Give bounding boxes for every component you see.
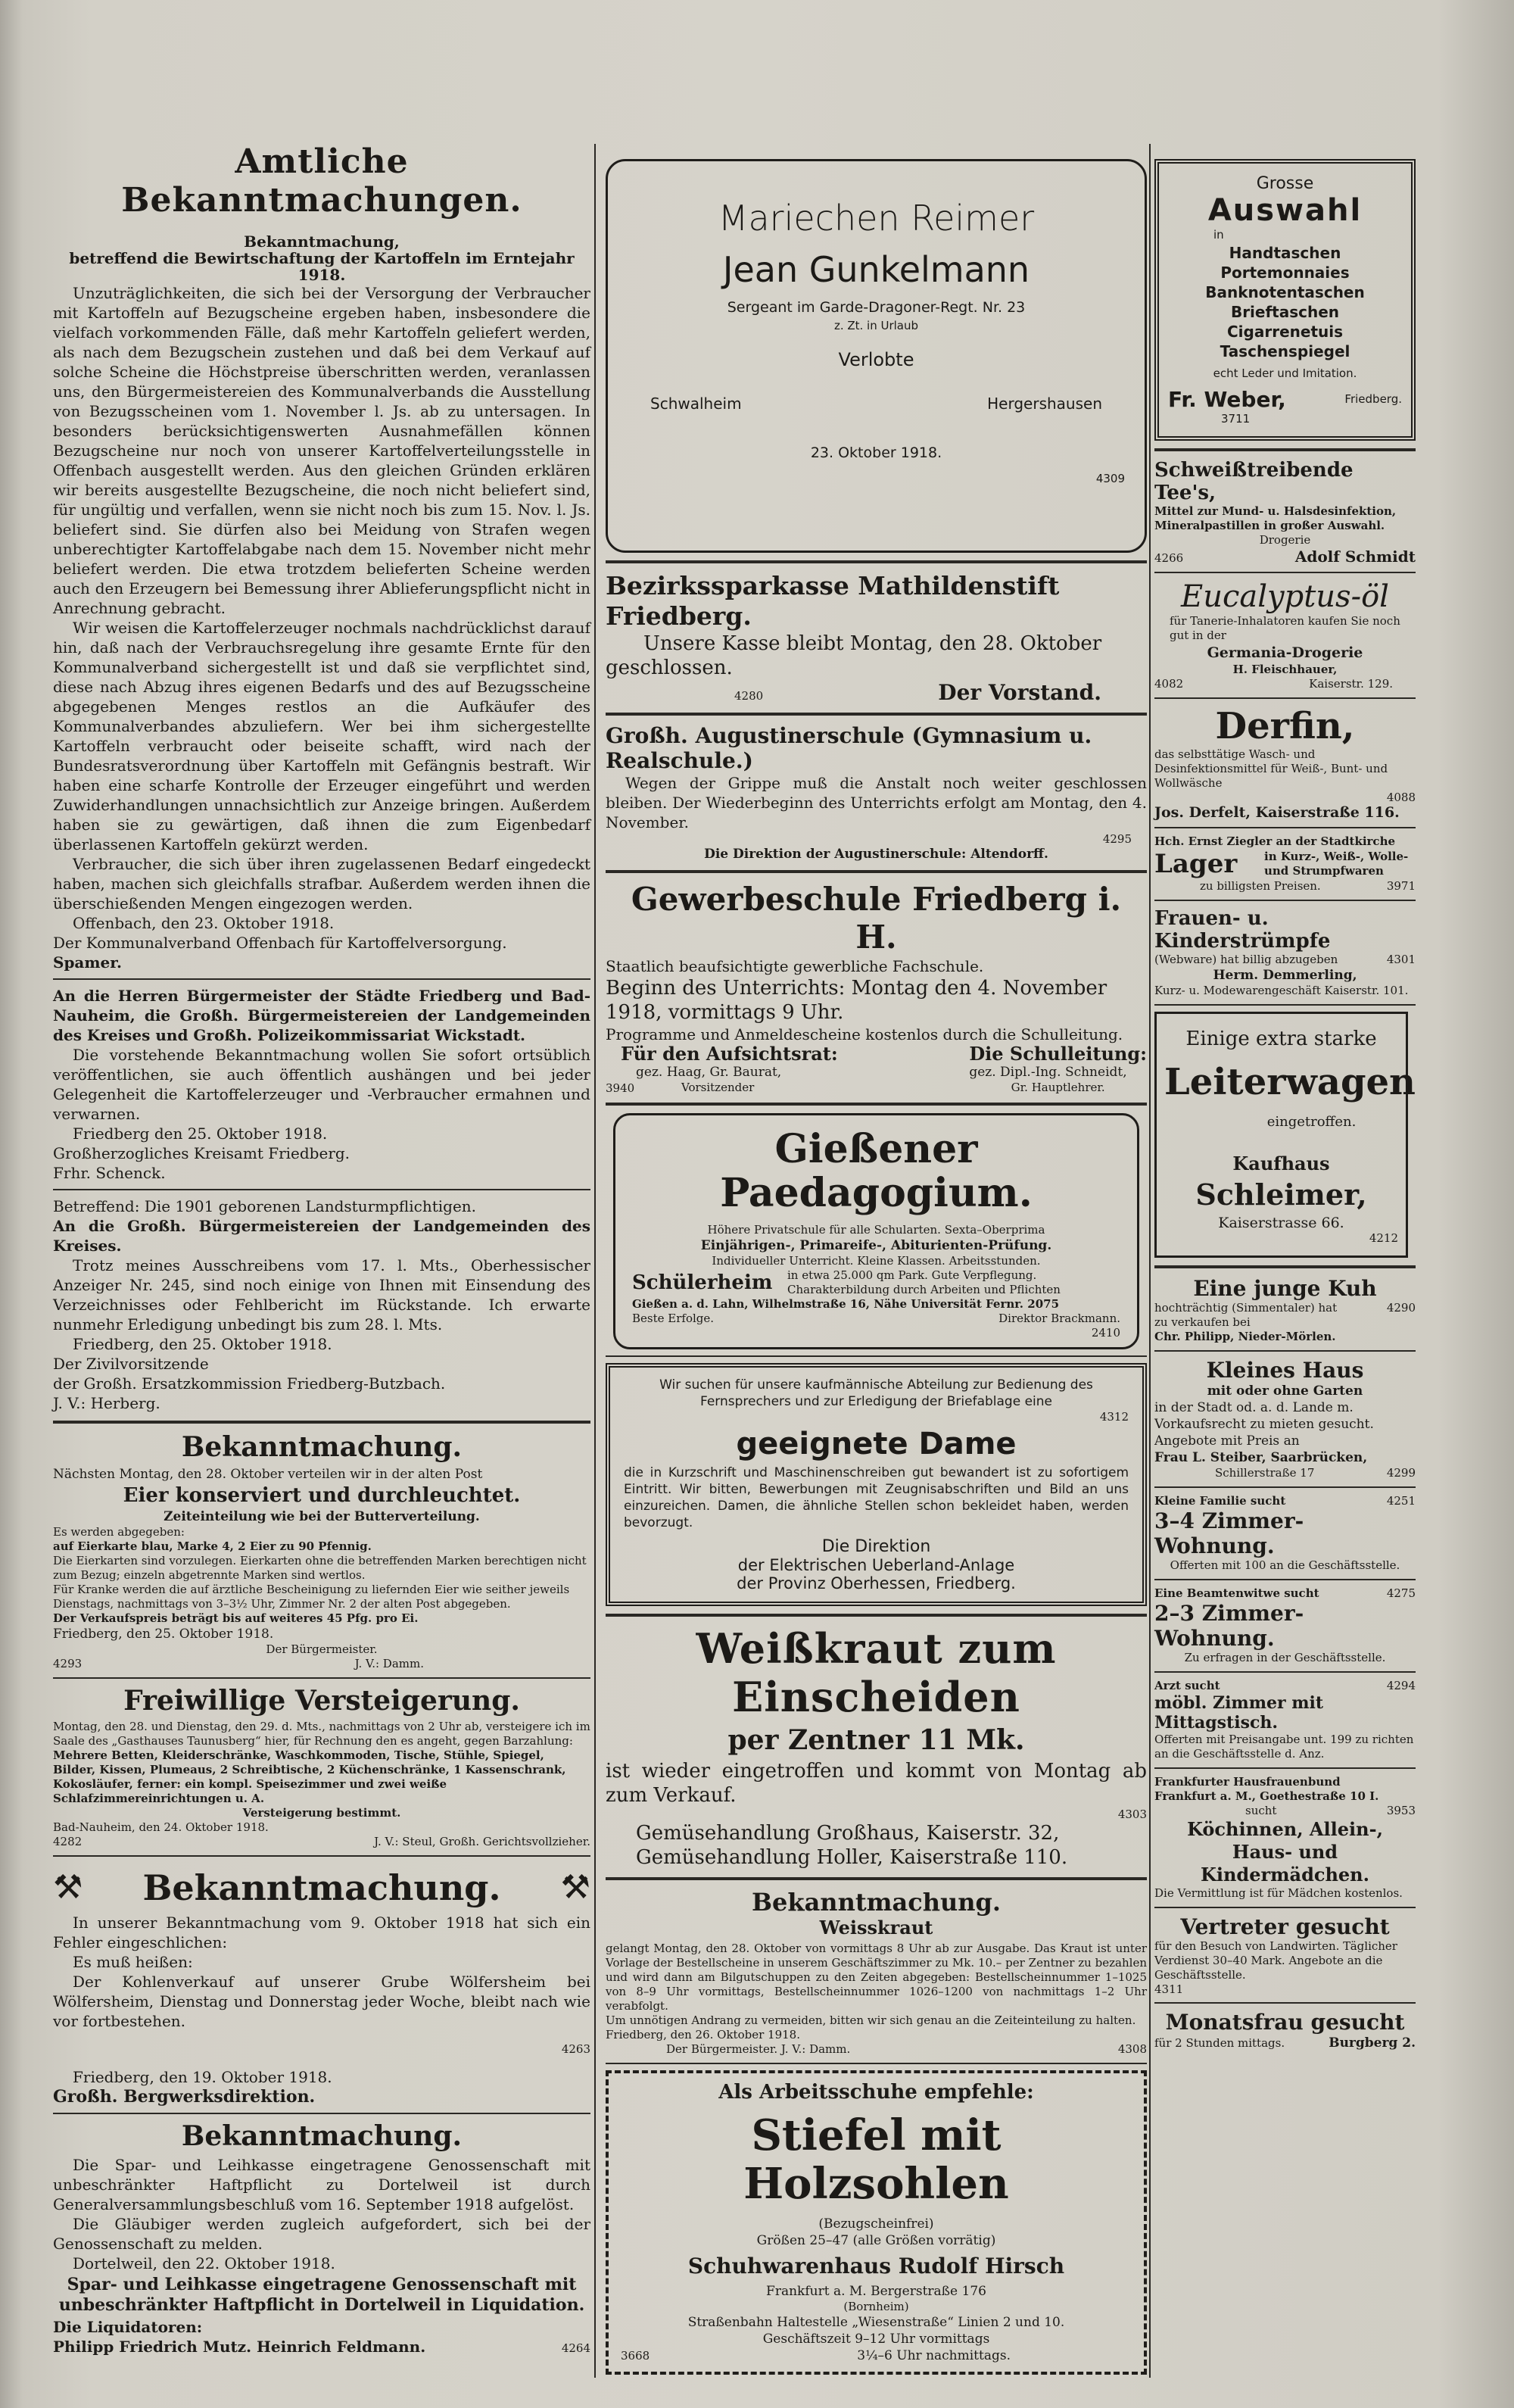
ad-item: Banknotentaschen xyxy=(1205,283,1365,301)
ad-heading: Vertreter gesucht xyxy=(1180,1914,1390,1939)
ad-line: Kaufhaus xyxy=(1232,1153,1330,1174)
school-label: Die Schulleitung: xyxy=(969,1043,1147,1065)
ad-number: 4294 xyxy=(1386,1679,1416,1692)
ad-wohnung-2-3 xyxy=(1154,1586,1416,1665)
ad-subheading: mit oder ohne Garten xyxy=(1207,1383,1363,1399)
ad-line: (Bornheim) xyxy=(843,2300,909,2313)
divider xyxy=(53,1421,590,1424)
ad-number: 4280 xyxy=(734,689,764,703)
board-role: Vorsitzender xyxy=(681,1081,755,1094)
divider xyxy=(1154,900,1416,901)
notice-organization: der Großh. Ersatzkommission Friedberg-Butzbach. xyxy=(53,1374,446,1393)
notice-line: Die Eierkarten sind vorzulegen. Eierkarten ohne die betreffenden Marken berechtigen nicht zum Bezug; einzeln abgetrennte Marken sind wertlos. xyxy=(53,1554,587,1582)
ad-text: das selbsttätige Wasch- und Desinfektionsmittel für Weiß-, Bunt- und Wollwäsche xyxy=(1154,747,1388,790)
ad-signature: Die Direktion der Augustinerschule: Altendorff. xyxy=(704,847,1048,862)
notice-signature: Philipp Friedrich Mutz. Heinrich Feldmann. xyxy=(53,2338,426,2356)
notice-subheading: Weisskraut xyxy=(819,1917,933,1939)
ad-weber xyxy=(1154,159,1416,441)
notice-heading: Bekanntmachung. xyxy=(181,1431,463,1463)
ad-heading: Eucalyptus-öl xyxy=(1181,579,1389,614)
ad-item: Cigarrenetuis xyxy=(1227,323,1343,341)
ad-line: Schillerstraße 17 xyxy=(1215,1466,1315,1480)
ad-number: 4308 xyxy=(1117,2042,1147,2056)
ad-item: Handtaschen xyxy=(1229,244,1341,262)
ad-signature: Die Direktion xyxy=(821,1537,931,1556)
ad-heading: Köchinnen, Allein-, Haus- und Kindermädchen. xyxy=(1187,1818,1383,1886)
ad-heading: Gießener Paedagogium. xyxy=(720,1126,1033,1216)
notice-date: Friedberg den 25. Oktober 1918. xyxy=(73,1124,328,1143)
ad-kuh xyxy=(1154,1276,1416,1344)
ad-number: 4290 xyxy=(1386,1301,1416,1315)
ad-line: Drogerie xyxy=(1259,533,1311,547)
notice-date: Bad-Nauheim, den 24. Oktober 1918. xyxy=(53,1820,269,1834)
ad-haus xyxy=(1154,1358,1416,1480)
ad-hausfrauenbund xyxy=(1154,1775,1416,1901)
ad-heading: Frauen- u. Kinderstrümpfe xyxy=(1154,907,1331,953)
ad-line: Größen 25–47 (alle Größen vorrätig) xyxy=(756,2233,996,2248)
divider xyxy=(1154,572,1416,573)
ad-heading: Leiterwagen xyxy=(1164,1061,1416,1103)
notice-signature: Großh. Bergwerksdirektion. xyxy=(53,2087,316,2107)
divider xyxy=(606,713,1147,716)
ad-gewerbeschule xyxy=(606,881,1147,1095)
ad-heading: möbl. Zimmer mit Mittagstisch. xyxy=(1154,1693,1324,1733)
ad-place: Friedberg. xyxy=(1344,392,1402,406)
ad-heading: Kleines Haus xyxy=(1206,1358,1364,1383)
notice-line: Zeiteinteilung wie bei der Butterverteilung. xyxy=(164,1509,480,1524)
ad-signature: der Elektrischen Ueberland-Anlage xyxy=(737,1556,1015,1574)
ad-line: (Bezugscheinfrei) xyxy=(818,2216,934,2232)
ad-line: in xyxy=(1213,228,1224,242)
notice-paragraph: Verbraucher, die sich über ihren zugelassenen Bedarf eingedeckt haben, machen sich gleichfalls strafbar. Außerdem werden ihnen die überschießenden Mengen eingezogen werden. xyxy=(53,855,590,912)
notice-signature: J. V.: Herberg. xyxy=(53,1394,160,1412)
ad-text: Zu erfragen in der Geschäftsstelle. xyxy=(1184,1651,1386,1664)
notice-signature: Spamer. xyxy=(53,953,122,972)
ad-signature: Adolf Schmidt xyxy=(1294,547,1416,566)
ad-signature: Der Vorstand. xyxy=(938,680,1101,705)
divider xyxy=(53,978,590,980)
ad-signature: Burgberg 2. xyxy=(1329,2035,1416,2051)
divider xyxy=(1154,1004,1416,1006)
ad-number: 4312 xyxy=(1099,1410,1129,1424)
notice-paragraph: Die Gläubiger werden zugleich aufgefordert, sich bei der Genossenschaft zu melden. xyxy=(53,2215,590,2253)
ad-text: hochträchtig (Simmentaler) hat zu verkaufen bei xyxy=(1154,1301,1338,1329)
ad-line: in etwa 25.000 qm Park. Gute Verpflegung. Charakterbildung durch Arbeiten und Pflichten xyxy=(787,1268,1061,1296)
ad-number: 3940 xyxy=(606,1081,635,1095)
ad-line: Kleine Familie sucht xyxy=(1154,1494,1286,1508)
ad-heading: Monatsfrau gesucht xyxy=(1165,2010,1405,2035)
ad-vertreter xyxy=(1154,1914,1416,1996)
notice-paragraph: Um unnötigen Andrang zu vermeiden, bitten wir sich genau an die Zeiteinteilung zu halten. xyxy=(606,2013,1136,2027)
ad-line: Germania-Drogerie xyxy=(1207,644,1363,661)
notice-date: Dortelweil, den 22. Oktober 1918. xyxy=(73,2254,335,2272)
ad-heading: Großh. Augustinerschule (Gymnasium u. Realschule.) xyxy=(606,723,1092,773)
ad-leiterwagen xyxy=(1154,1012,1416,1258)
divider xyxy=(1154,1671,1416,1673)
divider xyxy=(53,1189,590,1190)
ad-line: Straßenbahn Haltestelle „Wiesenstraße“ Linien 2 und 10. xyxy=(687,2315,1065,2330)
ad-line: Arzt sucht xyxy=(1154,1679,1220,1692)
ad-number: 2410 xyxy=(1091,1326,1120,1340)
ad-eucalyptus xyxy=(1154,579,1416,691)
ad-electric-company xyxy=(606,1363,1147,1606)
ad-heading: Schweißtreibende Tee's, xyxy=(1154,459,1354,504)
notice-paragraph: Versteigerung bestimmt. xyxy=(242,1806,401,1820)
verlobte-label: Verlobte xyxy=(838,349,914,370)
ad-item: Portemonnaies xyxy=(1220,264,1350,282)
notice-line: Nächsten Montag, den 28. Oktober verteilen wir in der alten Post xyxy=(53,1467,483,1482)
notice-organization: Spar- und Leihkasse eingetragene Genossenschaft mit unbeschränkter Haftpflicht in Dortelweil in Liquidation. xyxy=(58,2275,585,2315)
notice-heading: Freiwillige Versteigerung. xyxy=(123,1685,520,1717)
notice-line: Der Verkaufspreis beträgt bis auf weiteres 45 Pfg. pro Ei. xyxy=(53,1611,419,1625)
place-bride: Schwalheim xyxy=(650,395,742,413)
ad-heading: Gewerbeschule Friedberg i. H. xyxy=(631,881,1122,956)
ad-line: in Kurz-, Weiß-, Wolle- und Strumpfwaren xyxy=(1264,850,1409,878)
notice-signature: J. V.: Damm. xyxy=(354,1657,424,1670)
ad-number: 4282 xyxy=(53,1835,83,1848)
ad-signature: Herm. Demmerling, xyxy=(1213,968,1357,983)
ad-tee xyxy=(1154,459,1416,566)
column-rule-1 xyxy=(594,144,596,2378)
notice-auction xyxy=(53,1685,590,1849)
notice-paragraph: Es muß heißen: xyxy=(73,1953,193,1971)
notice-paragraph: Mehrere Betten, Kleiderschränke, Waschkommoden, Tische, Stühle, Spiegel, Bilder, Kissen, Plumeaus, 2 Schreibtische, 2 Küchenschränke, 1 Kassenschrank, Kokosläufer, ferner: ein kompl. Speisezimmer und zwei weiße Schlafzimmereinrichtungen u. A. xyxy=(53,1748,566,1805)
ad-number: 4264 xyxy=(561,2341,590,2355)
ad-signature: Fr. Weber, xyxy=(1168,387,1286,412)
divider xyxy=(53,2113,590,2114)
notice-paragraph: gelangt Montag, den 28. Oktober von vormittags 8 Uhr ab zur Ausgabe. Das Kraut ist unter Vorlage der Bestellscheine in unserem Geschäftszimmer zu Mk. 10.– per Zentner zu bezahlen und wird dann am Bilgutschuppen zu den Zeiten abgegeben: Bestellscheinnummer 1–1025 von 8–9 Uhr vormittags, Bestellscheinnummer 1026–1200 von nachmittags 1–2 Uhr verabfolgt. xyxy=(606,1942,1147,2013)
rank: Sergeant im Garde-Dragoner-Regt. Nr. 23 xyxy=(727,299,1026,316)
divider xyxy=(1154,1265,1416,1268)
board-name: gez. Haag, Gr. Baurat, xyxy=(636,1065,782,1080)
school-name: gez. Dipl.-Ing. Schneidt, xyxy=(969,1065,1127,1080)
ad-derfin xyxy=(1154,705,1416,821)
notice-landsturm xyxy=(53,1196,590,1413)
ad-text: Die Vermittlung ist für Mädchen kostenlos. xyxy=(1154,1886,1403,1900)
ad-line: Frankfurt a. M., Goethestraße 10 I. xyxy=(1154,1789,1379,1803)
notice-heading: Bekanntmachung. xyxy=(142,1867,501,1908)
ad-line: Grosse xyxy=(1256,174,1314,193)
ad-line: Schülerheim xyxy=(632,1271,773,1294)
ad-line: Einjährigen-, Primareife-, Abiturienten-Prüfung. xyxy=(700,1238,1052,1253)
ad-monatsfrau xyxy=(1154,2010,1416,2051)
ad-number: 4263 xyxy=(561,2042,590,2056)
ad-number: 3953 xyxy=(1386,1804,1416,1817)
ad-sparkasse xyxy=(606,571,1147,705)
ad-text: Offerten mit Preisangabe unt. 199 zu richten an die Geschäftsstelle d. Anz. xyxy=(1154,1733,1414,1761)
notice-organization: Der Bürgermeister. xyxy=(266,1642,378,1656)
ad-line: H. Fleischhauer, xyxy=(1232,663,1338,676)
ad-line: Frankfurt a. M. Bergerstraße 176 xyxy=(766,2284,986,2299)
ad-text: in der Stadt od. a. d. Lande m. Vorkaufsrecht zu mieten gesucht. Angebote mit Preis an xyxy=(1154,1400,1374,1449)
notice-paragraph: Unzuträglichkeiten, die sich bei der Versorgung der Verbraucher mit Kartoffeln auf Bezugscheine ergeben haben, insbesondere die vielfach vorkommenden Fälle, daß mehr Kartoffeln geliefert werden, als nach dem Bezugschein zustehen und daß bei dem Verkauf auf solche Scheine die Höchstpreise überschritten werden, veranlassen uns, den Bürgermeistereien des Kommunalverbands die Ausstellung von Bezugsscheinen vom 1. November l. Js. ab zu untersagen. In besonders berücksichtigenswerten Ausnahmefällen können Bezugscheine nur noch von unserer Kartoffelverteilungsstelle in Offenbach ausgestellt werden. Aus den gleichen Gründen erklären wir bereits ausgestellte Bezugscheine, die noch nicht beliefert sind, für ungültig und verfallen, wenn sie nicht noch bis zum 15. Nov. l. Js. beliefert sind. Sie dürfen also bei Meidung von Strafen wegen unberechtigter Kartoffelabgabe nach dem 15. November nicht mehr beliefert werden. Die etwa trotzdem belieferten Scheine werden auch den Erzeugern bei Bemessung ihrer Ablieferungspflicht nicht in Anrechnung gebracht. xyxy=(53,284,590,617)
ad-number: 4299 xyxy=(1386,1466,1416,1480)
notice-heading: An die Großh. Bürgermeistereien der Landgemeinden des Kreises. xyxy=(53,1217,590,1255)
ad-line: Beste Erfolge. xyxy=(632,1312,715,1325)
ad-line: Gießen a. d. Lahn, Wilhelmstraße 16, Nähe Universität Fernr. 2075 xyxy=(632,1297,1060,1311)
ad-line: Eine Beamtenwitwe sucht xyxy=(1154,1586,1319,1600)
notice-organization: Der Kommunalverband Offenbach für Kartoffelversorgung. xyxy=(53,934,507,952)
notice-subject: betreffend die Bewirtschaftung der Kartoffeln im Erntejahr 1918. xyxy=(69,249,575,284)
notice-date: Friedberg, den 25. Oktober 1918. xyxy=(73,1335,332,1353)
ad-augustinerschule xyxy=(606,723,1147,862)
hammer-pick-icon: ⚒ xyxy=(53,1868,83,1907)
ad-line: echt Leder und Imitation. xyxy=(1213,367,1357,380)
divider xyxy=(1154,1907,1416,1908)
ad-number: 4251 xyxy=(1386,1494,1416,1508)
ad-text: Programme und Anmeldescheine kostenlos durch die Schulleitung. xyxy=(606,1025,1123,1043)
ad-number: 4309 xyxy=(1095,472,1125,485)
notice-paragraph: Trotz meines Ausschreibens vom 17. l. Mts., Oberhessischer Anzeiger Nr. 245, sind noch einige von Ihnen mit Einsendung des Verzeichnisses oder Fehlbericht im Rückstande. Ich erwarte nunmehr Erledigung unbedingt bis zum 28. l. Mts. xyxy=(53,1256,590,1333)
notice-heading: Bekanntmachung. xyxy=(751,1888,1001,1917)
column-advertisements xyxy=(606,136,1147,2375)
ad-number: 3711 xyxy=(1221,412,1251,426)
ad-number: 4311 xyxy=(1154,1982,1184,1996)
notice-paragraph: In unserer Bekanntmachung vom 9. Oktober 1918 hat sich ein Fehler eingeschlichen: xyxy=(53,1914,590,1951)
ad-line: Individueller Unterricht. Kleine Klassen. Arbeitsstunden. xyxy=(712,1254,1041,1268)
notice-line: Eier konserviert und durchleuchtet. xyxy=(123,1484,521,1507)
ad-line: Kaiserstrasse 66. xyxy=(1218,1215,1344,1231)
ad-number: 3668 xyxy=(621,2349,650,2363)
divider xyxy=(606,1877,1147,1880)
ad-text: Beginn des Unterrichts: Montag den 4. November 1918, vormittags 9 Uhr. xyxy=(606,977,1107,1024)
divider xyxy=(1154,697,1416,699)
ad-stiefel xyxy=(606,2070,1147,2375)
ad-text: Unsere Kasse bleibt Montag, den 28. Oktober geschlossen. xyxy=(606,632,1102,679)
ad-line: Kaiserstr. 129. xyxy=(1309,677,1393,691)
ad-line: Kurz- u. Modewarengeschäft Kaiserstr. 101. xyxy=(1154,984,1409,997)
ad-moebl-zimmer xyxy=(1154,1679,1416,1761)
ad-heading: Derfin, xyxy=(1215,705,1355,747)
divider xyxy=(1154,1350,1416,1352)
ad-text: Wir suchen für unsere kaufmännische Abteilung zur Bedienung des Fernsprechers und zur Erledigung der Briefablage eine xyxy=(659,1377,1093,1409)
notice-heading: Bekanntmachung. xyxy=(181,2120,463,2152)
ad-line: eingetroffen. xyxy=(1266,1114,1357,1130)
ad-weisskraut xyxy=(606,1624,1147,1870)
ad-line: sucht xyxy=(1245,1804,1277,1817)
ad-signature: Frau L. Steiber, Saarbrücken, xyxy=(1154,1450,1368,1465)
place-groom: Hergershausen xyxy=(987,395,1102,413)
ad-text: für den Besuch von Landwirten. Täglicher Verdienst 30–40 Mark. Angebote an die Geschäftsstelle. xyxy=(1154,1939,1397,1982)
ad-number: 3971 xyxy=(1386,879,1416,893)
ad-line: Geschäftszeit 9–12 Uhr vormittags xyxy=(762,2332,990,2347)
ad-line: Einige extra starke xyxy=(1185,1028,1377,1050)
ad-number: 4295 xyxy=(1102,832,1132,846)
notice-date: Offenbach, den 23. Oktober 1918. xyxy=(73,914,335,932)
ad-text: (Webware) hat billig abzugeben xyxy=(1154,953,1338,966)
notice-mayors xyxy=(53,986,590,1183)
notice-organization: Der Zivilvorsitzende xyxy=(53,1355,209,1373)
ad-number: 4088 xyxy=(1386,791,1416,804)
ad-heading: Lager xyxy=(1154,849,1238,879)
ad-item: Brieftaschen xyxy=(1230,303,1340,321)
ad-heading: Weißkraut zum Einscheiden xyxy=(696,1624,1057,1721)
divider xyxy=(53,1855,590,1857)
ad-text: für 2 Stunden mittags. xyxy=(1154,2036,1285,2050)
ad-signature: Jos. Derfelt, Kaiserstraße 116. xyxy=(1154,804,1400,821)
notice-line: auf Eierkarte blau, Marke 4, 2 Eier zu 90 Pfennig. xyxy=(53,1539,372,1553)
ad-line: 3¼–6 Uhr nachmittags. xyxy=(857,2348,1011,2363)
divider xyxy=(1154,448,1416,451)
notice-paragraph: Der Kohlenverkauf auf unserer Grube Wölfersheim bei Wölfersheim, Dienstag und Donnerstag jeder Woche, bleibt nach wie vor fortbestehen. xyxy=(53,1973,590,2030)
ad-text: die in Kurzschrift und Maschinenschreiben gut bewandert ist zu sofortigem Eintritt. Wir bitten, Bewerbungen mit Zeugnisabschriften und Bild an uns einzureichen. Damen, die ähnliche Stellen schon bekleidet haben, werden bevorzugt. xyxy=(624,1465,1129,1530)
ad-line: Gemüsehandlung Holler, Kaiserstraße 110. xyxy=(636,1846,1068,1869)
ad-number: 4275 xyxy=(1386,1586,1416,1600)
divider xyxy=(1154,1486,1416,1488)
ad-text: ist wieder eingetroffen und kommt von Montag ab zum Verkauf. xyxy=(606,1760,1147,1807)
divider xyxy=(53,1677,590,1679)
notice-date: Friedberg, den 25. Oktober 1918. xyxy=(53,1627,274,1642)
ad-strumpfe xyxy=(1154,907,1416,998)
ad-heading: 3–4 Zimmer-Wohnung. xyxy=(1154,1508,1304,1558)
ad-text: Wegen der Grippe muß die Anstalt noch weiter geschlossen bleiben. Der Wiederbeginn des Unterrichts erfolgt am Montag, den 4. November. xyxy=(606,774,1147,831)
ad-paedagogium xyxy=(613,1113,1139,1349)
divider xyxy=(606,560,1147,563)
divider xyxy=(606,870,1147,873)
ad-wohnung-3-4 xyxy=(1154,1494,1416,1573)
notice-signature: Der Bürgermeister. J. V.: Damm. xyxy=(666,2042,851,2056)
ad-line: Hch. Ernst Ziegler an der Stadtkirche xyxy=(1154,834,1396,848)
notice-heading: Bekanntmachung, xyxy=(244,232,400,251)
notice-potatoes xyxy=(53,233,590,972)
board-label: Für den Aufsichtsrat: xyxy=(621,1043,838,1065)
ad-item: Taschenspiegel xyxy=(1220,342,1350,360)
notice-weisskraut xyxy=(606,1888,1147,2057)
ad-number: 4293 xyxy=(53,1657,83,1670)
ad-text: Offerten mit 100 an die Geschäftsstelle. xyxy=(1170,1558,1400,1572)
ad-line: Frankfurter Hausfrauenbund xyxy=(1154,1775,1341,1789)
divider xyxy=(1154,2002,1416,2004)
divider xyxy=(606,2063,1147,2064)
engagement-announcement xyxy=(606,159,1147,553)
ad-heading: Stiefel mit Holzsohlen xyxy=(743,2110,1009,2209)
column-rule-2 xyxy=(1149,144,1151,2378)
notice-paragraph: Wir weisen die Kartoffelerzeuger nochmals nachdrücklichst darauf hin, daß nach der Verbrauchsregelung ihre gesamte Ernte für den Kommunalverband sichergestellt ist und daß sie verpflichtet sind, diese nach Abzug ihres eigenen Bedarfs und des auf Bezugsscheine abgegebenen Menges restlos an die Aufkäufer des Kommunalverbandes abzuliefern. Wer bei ihm sichergestellte Kartoffeln verbraucht oder beiseite schafft, wird nach der Bundesratsverordnung über Kartoffeln mit Gefängnis bestraft. Wir haben eine scharfe Kontrolle der Erzeuger eingeführt und werden Zuwiderhandlungen unnachsichtlich zur Anzeige bringen. Außerdem haben sie zu gewärtigen, daß ihnen die zum Eigenbedarf überlassenen Kartoffeln gekürzt werden. xyxy=(53,619,590,853)
ad-line: Als Arbeitsschuhe empfehle: xyxy=(718,2081,1034,2104)
ad-text: Mittel zur Mund- u. Halsdesinfektion, Mineralpastillen in großer Auswahl. xyxy=(1154,504,1397,532)
ad-number: 4301 xyxy=(1386,953,1416,966)
ad-line: Höhere Privatschule für alle Schularten. Sexta–Oberprima xyxy=(707,1223,1045,1237)
notice-subject: Betreffend: Die 1901 geborenen Landsturmpflichtigen. xyxy=(53,1197,477,1215)
notice-paragraph: Montag, den 28. und Dienstag, den 29. d. Mts., nachmittags von 2 Uhr ab, versteigere ich im Saale des „Gasthauses Taunusberg“ hier, für Rechnung den es angeht, gegen Barzahlung: xyxy=(53,1720,590,1748)
ad-text: für Tanerie-Inhalatoren kaufen Sie noch gut in der xyxy=(1170,614,1400,642)
ad-number: 4266 xyxy=(1154,551,1184,565)
ad-number: 4212 xyxy=(1369,1231,1398,1245)
section-title: Amtliche Bekanntmachungen. xyxy=(121,142,522,220)
notice-heading: An die Herren Bürgermeister der Städte Friedberg und Bad-Nauheim, die Großh. Bürgermeistereien der Landgemeinden des Kreises und Großh. Polizeikommissariat Wickstadt. xyxy=(53,987,590,1044)
engagement-date: 23. Oktober 1918. xyxy=(810,444,942,461)
ad-line: Schuhwarenhaus Rudolf Hirsch xyxy=(687,2254,1065,2279)
school-signature xyxy=(969,1044,1147,1095)
ad-subheading: per Zentner 11 Mk. xyxy=(727,1724,1025,1756)
hammer-pick-icon: ⚒ xyxy=(560,1868,590,1907)
divider xyxy=(1154,827,1416,828)
ad-line: zu billigsten Preisen. xyxy=(1200,879,1321,893)
ad-heading: Eine junge Kuh xyxy=(1193,1276,1377,1301)
ad-heading: Auswahl xyxy=(1207,193,1363,228)
notice-liquidation xyxy=(53,2120,590,2357)
ad-line: Gemüsehandlung Großhaus, Kaiserstr. 32, xyxy=(636,1822,1060,1845)
notice-mining xyxy=(53,1863,590,2107)
ad-number: 4303 xyxy=(1117,1808,1147,1821)
ad-subheading: Staatlich beaufsichtigte gewerbliche Fachschule. xyxy=(606,957,984,975)
notice-date: Friedberg, den 26. Oktober 1918. xyxy=(606,2028,800,2041)
notice-line: Es werden abgegeben: xyxy=(53,1525,185,1539)
notice-date: Friedberg, den 19. Oktober 1918. xyxy=(73,2068,332,2086)
ad-signature: der Provinz Oberhessen, Friedberg. xyxy=(737,1574,1016,1592)
ad-heading: Bezirkssparkasse Mathildenstift Friedberg. xyxy=(606,571,1060,631)
notice-paragraph: Die Spar- und Leihkasse eingetragene Genossenschaft mit unbeschränkter Haftpflicht zu Dortelweil ist durch Generalversammlungsbeschluß vom 16. September 1918 aufgelöst. xyxy=(53,2156,590,2213)
ad-heading: 2–3 Zimmer-Wohnung. xyxy=(1154,1601,1304,1651)
divider xyxy=(606,1103,1147,1106)
ad-signature: Direktor Brackmann. xyxy=(998,1312,1120,1325)
divider xyxy=(606,1355,1147,1357)
school-role: Gr. Hauptlehrer. xyxy=(1011,1081,1105,1094)
divider xyxy=(1154,1767,1416,1769)
column-official-notices xyxy=(53,136,590,2357)
divider xyxy=(1154,1579,1416,1580)
ad-heading: geeignete Dame xyxy=(736,1427,1017,1461)
ad-signature: Chr. Philipp, Nieder-Mörlen. xyxy=(1154,1330,1336,1343)
notice-paragraph: Die vorstehende Bekanntmachung wollen Sie sofort ortsüblich veröffentlichen, sie auch öffentlich aushängen und bei jeder Gelegenheit die Kartoffelerzeuger und -Verbraucher ermahnen und verwarnen. xyxy=(53,1046,590,1123)
ad-ziegler xyxy=(1154,834,1416,894)
board-signature xyxy=(606,1044,838,1095)
divider xyxy=(606,1614,1147,1617)
notice-line: Für Kranke werden die auf ärztliche Bescheinigung zu liefernden Eier wie seither jeweils Dienstags, nachmittags von 3–3½ Uhr, Zimmer Nr. 2 der alten Post abgegeben. xyxy=(53,1583,570,1611)
leave: z. Zt. in Urlaub xyxy=(833,319,919,332)
notice-eggs xyxy=(53,1431,590,1671)
name-groom: Jean Gunkelmann xyxy=(722,249,1030,290)
ad-signature: Schleimer, xyxy=(1195,1177,1367,1212)
notice-liquidators: Die Liquidatoren: xyxy=(53,2318,203,2336)
ad-item-list xyxy=(1168,244,1402,360)
notice-signature: Frhr. Schenck. xyxy=(53,1164,166,1182)
notice-organization: Großherzogliches Kreisamt Friedberg. xyxy=(53,1144,350,1162)
column-small-ads xyxy=(1154,136,1416,2051)
name-bride: Mariechen Reimer xyxy=(718,198,1035,239)
notice-signature: J. V.: Steul, Großh. Gerichtsvollzieher. xyxy=(374,1835,590,1848)
ad-number: 4082 xyxy=(1154,677,1184,691)
